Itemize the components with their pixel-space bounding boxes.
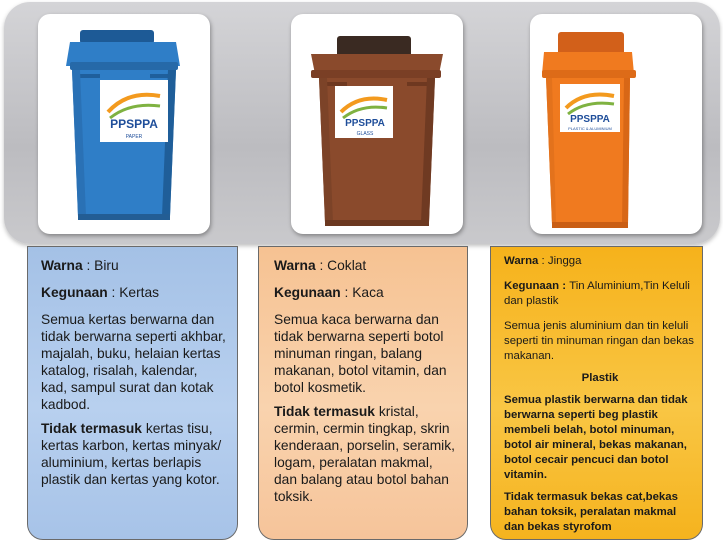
exclusions [274,403,459,505]
bin-label-sub: PAPER [125,134,143,140]
warna-value: Coklat [327,258,367,273]
bin-label-sub: PLASTIC & ALUMINIUM [568,126,612,131]
exclude-text: kristal, cermin, cermin tingkap, skrin kenderaan, porselin, seramik, logam, peralatan makmal, dan balang atau botol bahan toksik. [274,404,455,504]
bin-label-sub: GLASS [356,131,374,137]
description: Semua jenis aluminium dan tin keluli seperti tin minuman ringan dan bekas makanan. [504,320,694,362]
kegunaan-line: Kegunaan : Kaca [274,285,384,300]
warna-label: Warna [274,258,316,273]
warna-label: Warna [504,255,539,267]
exclude-label: Tidak termasuk [504,491,588,503]
warna-value: Biru [94,258,119,273]
info-card-glass [258,246,468,540]
kegunaan-value: Kertas [119,285,160,300]
bin-photo-paper [38,14,210,234]
kegunaan-label: Kegunaan [41,285,108,300]
exclude-label: Tidak termasuk [41,421,142,436]
warna-label: Warna [41,258,83,273]
warna-line: Warna : Biru [41,258,119,273]
bin-photo-plastic-aluminium [530,14,702,234]
kegunaan-value: Kaca [352,285,384,300]
exclude-label: Tidak termasuk [274,404,375,419]
bin-photo-glass [291,14,463,234]
plastic-description: Semua plastik berwarna dan tidak berwarna seperti beg plastik membeli belah, botol minuman, botol air mineral, bekas makanan, botol cecair pencuci dan botol vitamin. [504,394,688,481]
description: Semua kertas berwarna dan tidak berwarna seperti akhbar, majalah, buku, helaian kertas katalog, risalah, kalendar, kad, sampul surat dan kotak kadbod. [41,312,226,412]
plastic-heading: Plastik [581,372,619,384]
exclusions [41,420,227,488]
exclude-text: bekas cat,bekas bahan toksik, peralatan makmal dan bekas styrofom [504,491,678,533]
description: Semua kaca berwarna dan tidak berwarna seperti botol minuman ringan, balang makanan, botol vitamin, dan botol kosmetik. [274,312,447,395]
warna-line: Warna : Jingga [504,255,582,267]
kegunaan-label: Kegunaan [504,280,560,292]
exclusions [504,490,696,535]
kegunaan-value: Tin Aluminium,Tin Keluli dan plastik [504,280,690,307]
warna-value: Jingga [547,255,582,267]
info-card-plastic-aluminium [490,246,703,540]
info-card-paper [27,246,238,540]
warna-line: Warna : Coklat [274,258,367,273]
kegunaan-line: Kegunaan : Kertas [41,285,160,300]
kegunaan-label: Kegunaan [274,285,341,300]
bin-label-brand: PPSPPA [110,117,158,131]
exclude-text: kertas tisu, kertas karbon, kertas minyak/ aluminium, kertas berlapis plastik dan kertas yang kotor. [41,421,222,487]
bin-label-brand: PPSPPA [345,118,385,129]
bin-label-brand: PPSPPA [570,114,610,125]
kegunaan-line: Kegunaan : Tin Aluminium,Tin Keluli dan plastik [504,280,690,307]
